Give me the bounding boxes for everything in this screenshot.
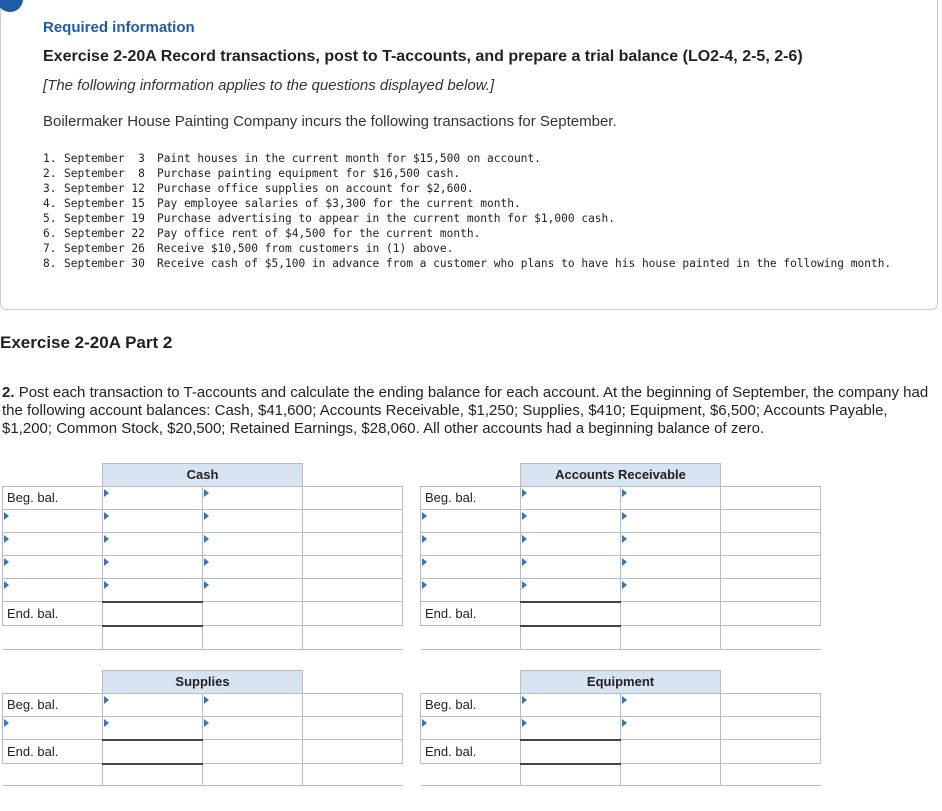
cash-credit-label-input[interactable] [203, 532, 303, 555]
supplies-end-bal-label: End. bal. [3, 740, 103, 764]
ar-credit-label-input[interactable] [621, 532, 721, 555]
cash-debit-label-input[interactable] [3, 532, 103, 555]
part-title: Exercise 2-20A Part 2 [0, 333, 173, 352]
ar-credit-label-input[interactable] [621, 486, 721, 509]
cash-credit-label-input[interactable] [203, 509, 303, 532]
cash-debit-label-input[interactable] [3, 509, 103, 532]
question-text: 2. Post each transaction to T-accounts and calculate the ending balance for each account. At the beginning of September, the company had the following account balances: Cash, $41,600; Accounts Receivable, $1,250; Supplies, $410; Equipment, $6,500; Accounts Payable, $1,200; Common Stock, $20,500; Retained Earnings, $28,060. All other accounts had a beginning balance of zero. [2, 384, 929, 437]
cash-credit-input[interactable] [303, 578, 403, 602]
ar-debit-label-input[interactable] [421, 532, 521, 555]
supplies-credit-input[interactable] [303, 693, 403, 716]
supplies-account-title: Supplies [103, 671, 303, 694]
cash-credit-input[interactable] [303, 509, 403, 532]
ar-credit-input[interactable] [721, 578, 821, 602]
list-item: 7. September 26 Receive $10,500 from customers in (1) above. [43, 242, 454, 255]
cash-credit-input[interactable] [303, 532, 403, 555]
ar-debit-label-input[interactable] [421, 555, 521, 578]
ar-debit-input[interactable] [521, 509, 621, 532]
list-item: 4. September 15 Pay employee salaries of $3,300 for the current month. [43, 197, 521, 210]
equipment-debit-input[interactable] [521, 716, 621, 740]
cash-debit-input[interactable] [103, 578, 203, 602]
ar-debit-label-input[interactable] [421, 578, 521, 602]
list-item: 6. September 22 Pay office rent of $4,500 for the current month. [43, 227, 481, 240]
list-item: 5. September 19 Purchase advertising to appear in the current month for $1,000 cash. [43, 212, 616, 225]
cash-end-bal-input[interactable] [103, 602, 203, 626]
equipment-credit-label-input[interactable] [621, 716, 721, 740]
list-item: 3. September 12 Purchase office supplies on account for $2,600. [43, 182, 474, 195]
cash-debit-input[interactable] [103, 509, 203, 532]
cash-credit-input[interactable] [303, 486, 403, 509]
cash-beg-bal-input[interactable] [103, 486, 203, 509]
cash-debit-label-input[interactable] [3, 555, 103, 578]
ar-credit-input[interactable] [721, 509, 821, 532]
supplies-beg-bal-input[interactable] [103, 693, 203, 716]
ar-credit-input[interactable] [721, 486, 821, 509]
supplies-end-bal-input[interactable] [103, 740, 203, 764]
ar-credit-input[interactable] [721, 555, 821, 578]
supplies-debit-label-input[interactable] [3, 716, 103, 740]
ar-beg-bal-input[interactable] [521, 486, 621, 509]
cash-account-title: Cash [103, 464, 303, 487]
equipment-beg-bal-input[interactable] [521, 693, 621, 716]
equipment-end-bal-input[interactable] [521, 740, 621, 764]
equipment-credit-input[interactable] [721, 693, 821, 716]
required-info-panel [0, 0, 938, 310]
transaction-list [43, 151, 892, 271]
equipment-debit-label-input[interactable] [421, 716, 521, 740]
equipment-credit-label-input[interactable] [621, 693, 721, 716]
ar-credit-input[interactable] [721, 532, 821, 555]
cash-credit-label-input[interactable] [203, 486, 303, 509]
list-item: 8. September 30 Receive cash of $5,100 in advance from a customer who plans to have his house painted in the following month. [43, 257, 892, 270]
cash-debit-input[interactable] [103, 532, 203, 555]
cash-credit-label-input[interactable] [203, 578, 303, 602]
supplies-debit-input[interactable] [103, 716, 203, 740]
list-item: 1. September 3 Paint houses in the current month for $15,500 on account. [43, 152, 541, 165]
required-info-heading: Required information [43, 19, 195, 36]
ar-debit-input[interactable] [521, 555, 621, 578]
supplies-credit-label-input[interactable] [203, 716, 303, 740]
ar-debit-label-input[interactable] [421, 509, 521, 532]
ar-debit-input[interactable] [521, 532, 621, 555]
list-item: 2. September 8 Purchase painting equipment for $16,500 cash. [43, 167, 461, 180]
cash-credit-input[interactable] [303, 555, 403, 578]
equipment-account-title: Equipment [521, 671, 721, 694]
ar-credit-label-input[interactable] [621, 509, 721, 532]
ar-credit-label-input[interactable] [621, 555, 721, 578]
cash-beg-bal-label: Beg. bal. [3, 486, 103, 509]
supplies-beg-bal-label: Beg. bal. [3, 693, 103, 716]
equipment-beg-bal-label: Beg. bal. [421, 693, 521, 716]
cash-end-bal-label: End. bal. [3, 602, 103, 626]
applies-note: [The following information applies to the questions displayed below.] [43, 77, 495, 94]
supplies-credit-label-input[interactable] [203, 693, 303, 716]
ar-account-title: Accounts Receivable [521, 464, 721, 487]
company-intro: Boilermaker House Painting Company incurs the following transactions for September. [43, 113, 617, 130]
t-accounts-top [2, 463, 821, 650]
t-accounts-bottom [2, 670, 821, 786]
ar-end-bal-label: End. bal. [421, 602, 521, 626]
ar-debit-input[interactable] [521, 578, 621, 602]
supplies-credit-input[interactable] [303, 716, 403, 740]
cash-debit-input[interactable] [103, 555, 203, 578]
ar-end-bal-input[interactable] [521, 602, 621, 626]
cash-debit-label-input[interactable] [3, 578, 103, 602]
info-badge-icon [0, 0, 23, 12]
cash-credit-label-input[interactable] [203, 555, 303, 578]
ar-credit-label-input[interactable] [621, 578, 721, 602]
ar-beg-bal-label: Beg. bal. [421, 486, 521, 509]
equipment-end-bal-label: End. bal. [421, 740, 521, 764]
exercise-title: Exercise 2-20A Record transactions, post to T-accounts, and prepare a trial balance (LO2-4, 2-5, 2-6) [43, 48, 803, 65]
equipment-credit-input[interactable] [721, 716, 821, 740]
